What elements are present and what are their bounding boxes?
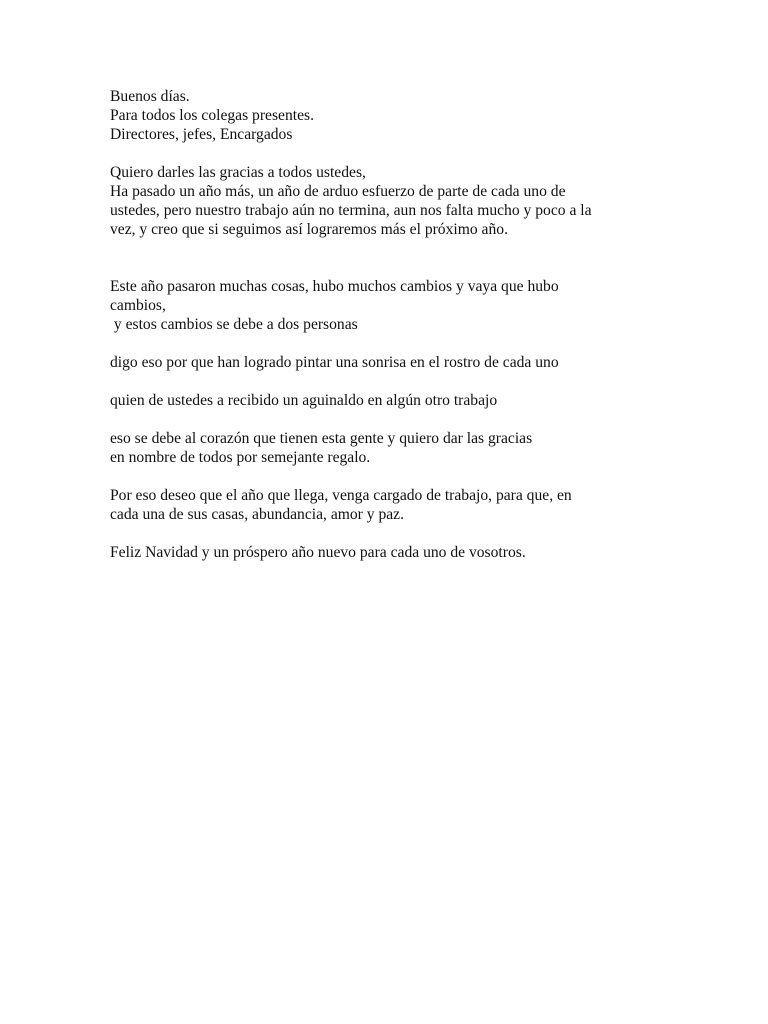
- text-line: Ha pasado un año más, un año de arduo esfuerzo de parte de cada uno de: [110, 183, 566, 200]
- text-line: Para todos los colegas presentes.: [110, 107, 314, 124]
- wishes-paragraph: [110, 486, 670, 524]
- thanks-paragraph: [110, 163, 670, 239]
- text-line: quien de ustedes a recibido un aguinaldo en algún otro trabajo: [110, 392, 498, 409]
- document-body: [110, 87, 670, 581]
- text-line: cada una de sus casas, abundancia, amor y paz.: [110, 506, 404, 523]
- text-line: ustedes, pero nuestro trabajo aún no termina, aun nos falta mucho y poco a la: [110, 202, 592, 219]
- text-line: Este año pasaron muchas cosas, hubo muchos cambios y vaya que hubo: [110, 278, 559, 295]
- text-line: y estos cambios se debe a dos personas: [110, 316, 358, 333]
- text-line: Directores, jefes, Encargados: [110, 126, 293, 143]
- text-line: en nombre de todos por semejante regalo.: [110, 449, 371, 466]
- bonus-paragraph: [110, 391, 670, 410]
- text-line: Feliz Navidad y un próspero año nuevo para cada uno de vosotros.: [110, 544, 526, 561]
- greeting-paragraph: [110, 87, 670, 144]
- gratitude-paragraph: [110, 429, 670, 467]
- text-line: Quiero darles las gracias a todos ustedes,: [110, 164, 366, 181]
- text-line: Por eso deseo que el año que llega, venga cargado de trabajo, para que, en: [110, 487, 572, 504]
- closing-paragraph: [110, 543, 670, 562]
- text-line: cambios,: [110, 297, 166, 314]
- text-line: eso se debe al corazón que tienen esta gente y quiero dar las gracias: [110, 430, 533, 447]
- text-line: digo eso por que han logrado pintar una sonrisa en el rostro de cada uno: [110, 354, 559, 371]
- smile-paragraph: [110, 353, 670, 372]
- text-line: vez, y creo que si seguimos así lograremos más el próximo año.: [110, 221, 508, 238]
- changes-paragraph: [110, 277, 670, 334]
- text-line: Buenos días.: [110, 88, 190, 105]
